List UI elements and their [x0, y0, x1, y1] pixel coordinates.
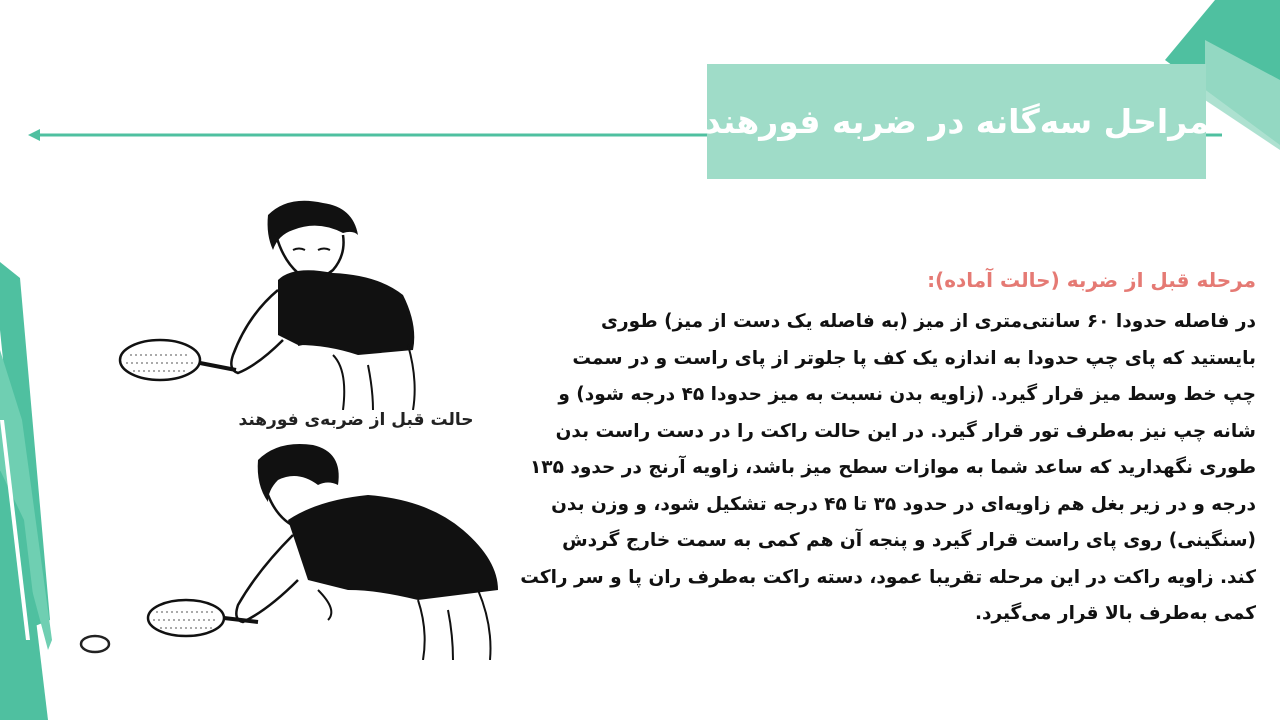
paragraph-line: در فاصله حدودا ۶۰ سانتی‌متری از میز (به فاصله یک دست از میز) طوری [601, 311, 1256, 332]
content-area [520, 262, 1256, 633]
section-paragraph [520, 304, 1256, 633]
paragraph-line: چپ خط وسط میز قرار گیرد. (زاویه بدن نسبت به میز حدودا ۴۵ درجه شود) و [558, 384, 1256, 405]
paragraph-line: (سنگینی) روی پای راست قرار گیرد و پنجه آن هم کمی به سمت خارج گردش [562, 530, 1256, 551]
header-line-arrow [28, 129, 40, 141]
figure-caption: حالت قبل از ضربه‌ی فورهند [238, 410, 474, 430]
section-subtitle: مرحله قبل از ضربه (حالت آماده): [927, 268, 1256, 292]
paragraph-line: طوری نگهدارید که ساعد شما به موازات سطح میز باشد، زاویه آرنج در حدود ۱۳۵ [530, 457, 1256, 478]
circle-marker [78, 633, 112, 655]
slide-title-box [703, 64, 1210, 179]
paragraph-line: بایستید که پای چپ حدودا به اندازه یک کف پا جلوتر از پای راست و در سمت [572, 347, 1256, 369]
paragraph-line: درجه و در زیر بغل هم زاویه‌ای در حدود ۳۵ تا ۴۵ درجه تشکیل شود، و وزن بدن [551, 493, 1256, 515]
paragraph-line: کند. زاویه راکت در این مرحله تقریبا عمود، دسته راکت به‌طرف ران پا و سر راکت [520, 566, 1256, 588]
paragraph-line: کمی به‌طرف بالا قرار می‌گیرد. [974, 603, 1256, 624]
slide-title: مراحل سه‌گانه در ضربه فورهند [703, 102, 1210, 141]
player-illustration-top [118, 195, 478, 410]
paragraph-line: شانه چپ نیز به‌طرف تور قرار گیرد. در این حالت راکت را در دست راست بدن [555, 420, 1256, 442]
player-illustration-bottom [118, 440, 538, 660]
